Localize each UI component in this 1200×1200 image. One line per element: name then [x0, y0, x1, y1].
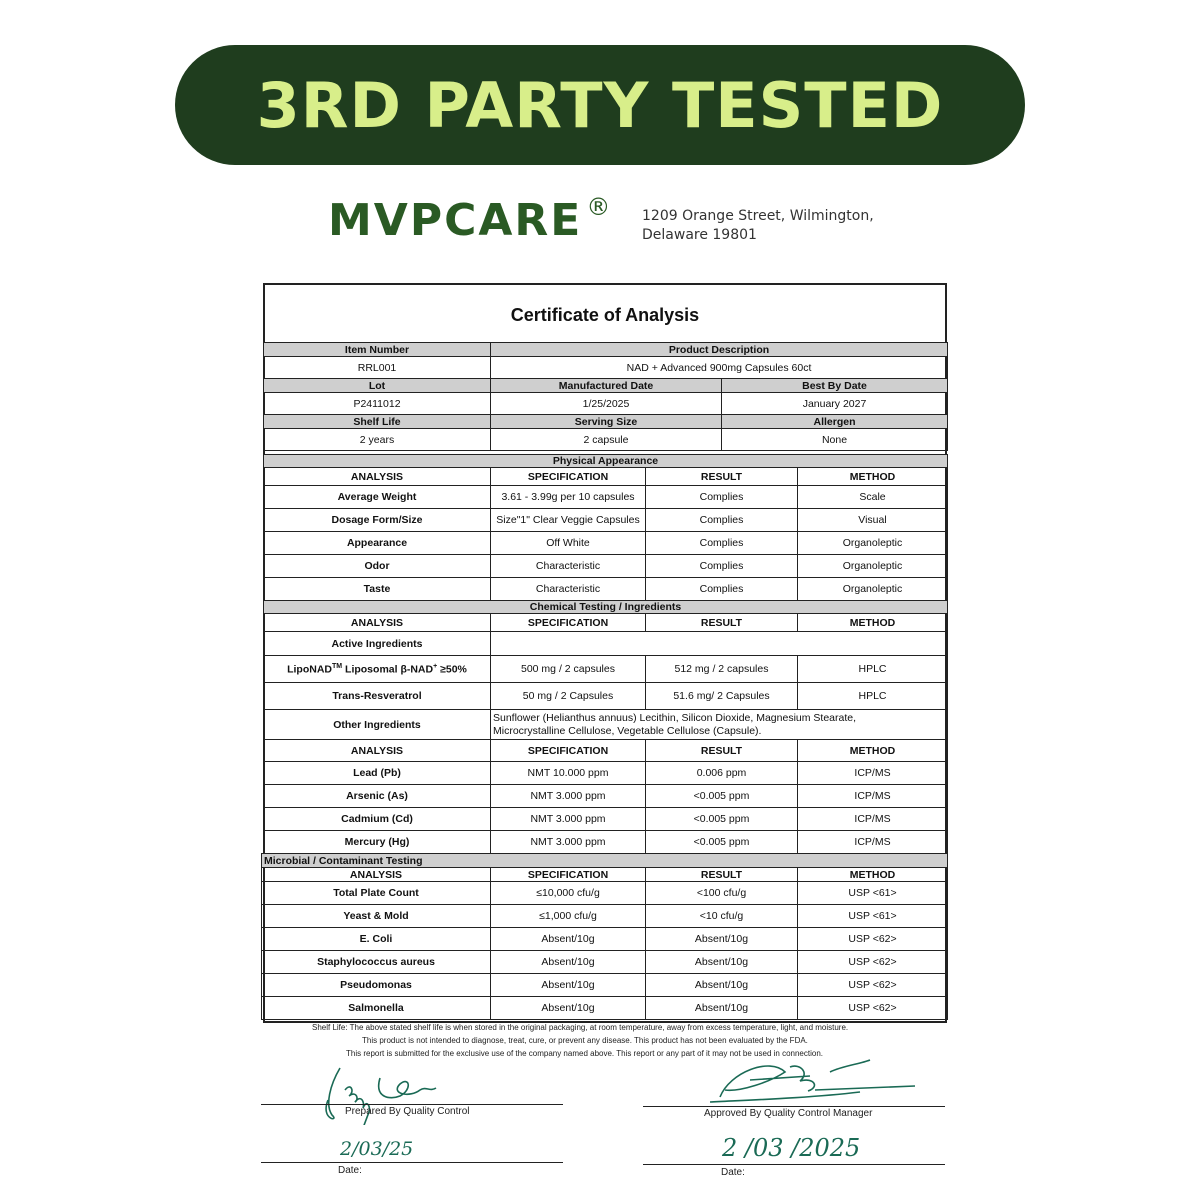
col-spec-header: SPECIFICATION [491, 468, 646, 486]
spec-cell: Characteristic [491, 578, 646, 601]
col-analysis-header: ANALYSIS [264, 468, 491, 486]
logo-wordmark: MVPCARE [328, 195, 583, 246]
col-analysis-header: ANALYSIS [262, 868, 491, 882]
result-cell: <10 cfu/g [646, 905, 798, 928]
table-row [262, 928, 948, 951]
microbial-section-title: Microbial / Contaminant Testing [262, 854, 948, 868]
approved-by-label: Approved By Quality Control Manager [704, 1108, 873, 1119]
analysis-cell: Dosage Form/Size [264, 509, 491, 532]
table-row [264, 578, 948, 601]
analysis-cell: Pseudomonas [262, 974, 491, 997]
result-cell: Complies [646, 509, 798, 532]
method-cell: Scale [798, 486, 948, 509]
nad-plus-mark: + [433, 662, 438, 670]
analysis-cell: Trans-Resveratrol [264, 683, 491, 710]
analysis-cell: Total Plate Count [262, 882, 491, 905]
table-row [264, 486, 948, 509]
prepared-date-label: Date: [338, 1165, 362, 1176]
physical-section-title: Physical Appearance [264, 455, 948, 468]
table-row [262, 951, 948, 974]
result-cell: Absent/10g [646, 974, 798, 997]
analysis-cell: Odor [264, 555, 491, 578]
spec-cell: Off White [491, 532, 646, 555]
spec-cell: 500 mg / 2 capsules [491, 656, 646, 683]
lot-value: P2411012 [264, 393, 491, 415]
spec-cell: NMT 3.000 ppm [491, 808, 646, 831]
allergen-label: Allergen [722, 415, 948, 429]
table-row [264, 656, 948, 683]
table-row [264, 555, 948, 578]
liponad-name-b: Liposomal β-NAD [342, 663, 434, 676]
manufactured-date-label: Manufactured Date [491, 379, 722, 393]
spec-cell: NMT 3.000 ppm [491, 831, 646, 854]
table-row [262, 882, 948, 905]
best-by-label: Best By Date [722, 379, 948, 393]
trademark-mark: TM [332, 662, 343, 670]
spec-cell: ≤1,000 cfu/g [491, 905, 646, 928]
method-cell: ICP/MS [798, 831, 948, 854]
liponad-name-c: ≥50% [437, 663, 467, 676]
method-cell: Visual [798, 509, 948, 532]
manufactured-date-value: 1/25/2025 [491, 393, 722, 415]
method-cell: Organoleptic [798, 532, 948, 555]
method-cell: USP <62> [798, 974, 948, 997]
table-row [264, 683, 948, 710]
other-ingredients-text [491, 710, 948, 740]
table-row [264, 509, 948, 532]
brand-logo [328, 195, 610, 246]
analysis-cell: Taste [264, 578, 491, 601]
table-row [264, 532, 948, 555]
approved-date-handwritten: 2 /03 /2025 [722, 1134, 861, 1162]
table-row [264, 762, 948, 785]
spec-cell: NMT 3.000 ppm [491, 785, 646, 808]
result-cell: 51.6 mg/ 2 Capsules [646, 683, 798, 710]
col-analysis-header: ANALYSIS [264, 740, 491, 762]
best-by-value: January 2027 [722, 393, 948, 415]
method-cell: USP <61> [798, 882, 948, 905]
approved-date-line [643, 1164, 945, 1165]
spec-cell: ≤10,000 cfu/g [491, 882, 646, 905]
other-ingredients-label: Other Ingredients [264, 710, 491, 740]
table-row [264, 831, 948, 854]
registered-mark: ® [586, 193, 611, 221]
method-cell: HPLC [798, 683, 948, 710]
analysis-cell: Salmonella [262, 997, 491, 1020]
item-number-label: Item Number [264, 343, 491, 357]
method-cell: Organoleptic [798, 555, 948, 578]
analysis-cell: Staphylococcus aureus [262, 951, 491, 974]
banner-title: 3RD PARTY TESTED [256, 68, 944, 142]
table-row [262, 974, 948, 997]
active-ingredients-blank [491, 632, 948, 656]
analysis-cell: Lead (Pb) [264, 762, 491, 785]
analysis-cell: Average Weight [264, 486, 491, 509]
spec-cell: Absent/10g [491, 997, 646, 1020]
table-row [262, 905, 948, 928]
microbial-table [261, 853, 948, 1020]
result-cell: <0.005 ppm [646, 785, 798, 808]
spec-cell: Absent/10g [491, 928, 646, 951]
spec-cell: 3.61 - 3.99g per 10 capsules [491, 486, 646, 509]
address-line-1: 1209 Orange Street, Wilmington, [642, 208, 874, 224]
liponad-analysis-cell [264, 656, 491, 683]
spec-cell: Characteristic [491, 555, 646, 578]
liponad-name: LipoNAD [287, 663, 332, 676]
col-method-header: METHOD [798, 614, 948, 632]
col-method-header: METHOD [798, 468, 948, 486]
chemical-table [263, 600, 948, 854]
result-cell: Absent/10g [646, 951, 798, 974]
item-number-value: RRL001 [264, 357, 491, 379]
method-cell: USP <62> [798, 951, 948, 974]
result-cell: <0.005 ppm [646, 831, 798, 854]
chemical-section-title: Chemical Testing / Ingredients [264, 601, 948, 614]
allergen-value: None [722, 429, 948, 451]
info-table [263, 342, 948, 451]
analysis-cell: Mercury (Hg) [264, 831, 491, 854]
footnote-exclusive-use: This report is submitted for the exclusive use of the company named above. This report or any part of it may not be used in connection. [346, 1049, 823, 1058]
banner [175, 45, 1025, 165]
prepared-by-label: Prepared By Quality Control [345, 1106, 470, 1117]
spec-cell: NMT 10.000 ppm [491, 762, 646, 785]
method-cell: HPLC [798, 656, 948, 683]
prepared-date-handwritten: 2/03/25 [340, 1138, 414, 1160]
col-result-header: RESULT [646, 868, 798, 882]
result-cell: Complies [646, 486, 798, 509]
col-result-header: RESULT [646, 468, 798, 486]
footnote-shelf-life: Shelf Life: The above stated shelf life is when stored in the original packaging, at room temperature, away from excess temperature, light, and moisture. [312, 1023, 849, 1032]
result-cell: Complies [646, 532, 798, 555]
physical-table [263, 454, 948, 601]
product-description-label: Product Description [491, 343, 948, 357]
spec-cell: 50 mg / 2 Capsules [491, 683, 646, 710]
shelf-life-label: Shelf Life [264, 415, 491, 429]
active-ingredients-label: Active Ingredients [264, 632, 491, 656]
col-spec-header: SPECIFICATION [491, 614, 646, 632]
table-row [264, 808, 948, 831]
result-cell: Absent/10g [646, 928, 798, 951]
spec-cell: Size"1" Clear Veggie Capsules [491, 509, 646, 532]
col-spec-header: SPECIFICATION [491, 868, 646, 882]
result-cell: Absent/10g [646, 997, 798, 1020]
col-analysis-header: ANALYSIS [264, 614, 491, 632]
analysis-cell: Appearance [264, 532, 491, 555]
method-cell: USP <62> [798, 997, 948, 1020]
col-result-header: RESULT [646, 614, 798, 632]
method-cell: USP <62> [798, 928, 948, 951]
spec-cell: Absent/10g [491, 951, 646, 974]
lot-label: Lot [264, 379, 491, 393]
col-result-header: RESULT [646, 740, 798, 762]
brand-address [642, 207, 874, 245]
other-ingredients-line-2: Microcrystalline Cellulose, Vegetable Cellulose (Capsule). [493, 724, 762, 737]
result-cell: Complies [646, 578, 798, 601]
approved-signature [690, 1052, 920, 1112]
method-cell: USP <61> [798, 905, 948, 928]
spec-cell: Absent/10g [491, 974, 646, 997]
analysis-cell: E. Coli [262, 928, 491, 951]
serving-size-value: 2 capsule [491, 429, 722, 451]
analysis-cell: Arsenic (As) [264, 785, 491, 808]
method-cell: ICP/MS [798, 785, 948, 808]
table-row [262, 997, 948, 1020]
prepared-date-line [261, 1162, 563, 1163]
col-spec-header: SPECIFICATION [491, 740, 646, 762]
product-description-value: NAD + Advanced 900mg Capsules 60ct [491, 357, 948, 379]
shelf-life-value: 2 years [264, 429, 491, 451]
result-cell: 512 mg / 2 capsules [646, 656, 798, 683]
other-ingredients-line-1: Sunflower (Helianthus annuus) Lecithin, Silicon Dioxide, Magnesium Stearate, [493, 711, 857, 724]
col-method-header: METHOD [798, 868, 948, 882]
approved-date-label: Date: [721, 1167, 745, 1178]
method-cell: ICP/MS [798, 762, 948, 785]
col-method-header: METHOD [798, 740, 948, 762]
result-cell: <0.005 ppm [646, 808, 798, 831]
result-cell: Complies [646, 555, 798, 578]
result-cell: 0.006 ppm [646, 762, 798, 785]
prepared-signature-line [261, 1104, 563, 1105]
table-row [264, 785, 948, 808]
result-cell: <100 cfu/g [646, 882, 798, 905]
serving-size-label: Serving Size [491, 415, 722, 429]
certificate-title: Certificate of Analysis [510, 305, 700, 325]
analysis-cell: Cadmium (Cd) [264, 808, 491, 831]
analysis-cell: Yeast & Mold [262, 905, 491, 928]
footnote-fda: This product is not intended to diagnose, treat, cure, or prevent any disease. This product has not been evaluated by the FDA. [362, 1036, 808, 1045]
approved-signature-line [643, 1106, 945, 1107]
address-line-2: Delaware 19801 [642, 227, 757, 243]
method-cell: Organoleptic [798, 578, 948, 601]
method-cell: ICP/MS [798, 808, 948, 831]
